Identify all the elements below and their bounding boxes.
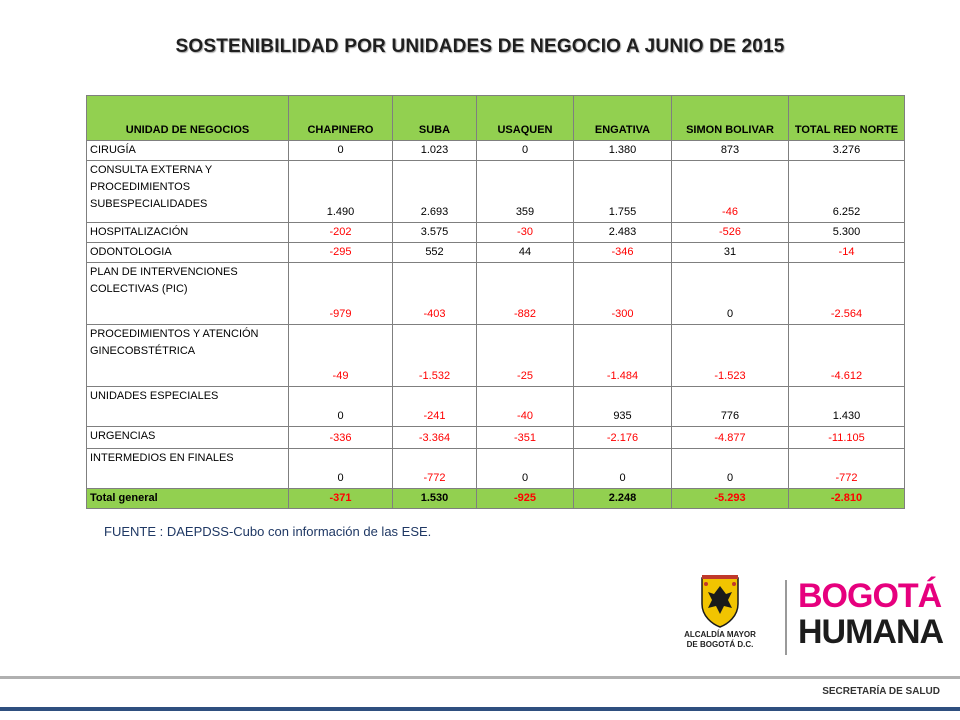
table-cell: -882: [477, 263, 574, 325]
table-cell: -46: [672, 161, 789, 223]
bogota-logo-text: BOGOTÁ: [798, 577, 942, 615]
row-label: CONSULTA EXTERNA Y PROCEDIMIENTOS SUBESPECIALIDADES: [87, 161, 289, 223]
column-header: USAQUEN: [477, 96, 574, 141]
table-cell: -241: [393, 387, 477, 427]
table-header-row: [87, 96, 905, 141]
table-row: [87, 387, 905, 427]
table-cell: 552: [393, 243, 477, 263]
table-cell: -202: [289, 223, 393, 243]
table-row: [87, 141, 905, 161]
sustainability-table: [86, 95, 905, 509]
table-cell: -1.523: [672, 325, 789, 387]
table-row: [87, 243, 905, 263]
table-cell: 3.575: [393, 223, 477, 243]
table-cell: 2.693: [393, 161, 477, 223]
table-cell: 0: [477, 141, 574, 161]
table-cell: -2.176: [574, 427, 672, 449]
alcaldia-line1: ALCALDÍA MAYOR: [684, 630, 756, 639]
column-header: SUBA: [393, 96, 477, 141]
logo-divider: [785, 580, 787, 655]
table-row: [87, 449, 905, 489]
column-header: CHAPINERO: [289, 96, 393, 141]
column-header: SIMON BOLIVAR: [672, 96, 789, 141]
table-cell: -40: [477, 387, 574, 427]
table-cell: 31: [672, 243, 789, 263]
table-cell: -5.293: [672, 489, 789, 509]
table-cell: 359: [477, 161, 574, 223]
table-cell: 2.483: [574, 223, 672, 243]
table-cell: -1.484: [574, 325, 672, 387]
table-cell: 0: [574, 449, 672, 489]
row-label: UNIDADES ESPECIALES: [87, 387, 289, 427]
row-label: URGENCIAS: [87, 427, 289, 449]
footer-label: SECRETARÍA DE SALUD: [822, 686, 940, 697]
table-cell: -925: [477, 489, 574, 509]
table-cell: -300: [574, 263, 672, 325]
row-label: INTERMEDIOS EN FINALES: [87, 449, 289, 489]
logos: [670, 570, 950, 670]
table-cell: -49: [289, 325, 393, 387]
table-cell: 0: [289, 387, 393, 427]
table-cell: 0: [672, 263, 789, 325]
table-cell: 0: [477, 449, 574, 489]
table-cell: 873: [672, 141, 789, 161]
alcaldia-label: [670, 630, 770, 650]
source-note: FUENTE : DAEPDSS-Cubo con información de las ESE.: [104, 524, 432, 539]
footer-divider: [0, 676, 960, 679]
table-cell: -14: [789, 243, 905, 263]
table-cell: 935: [574, 387, 672, 427]
table-row: [87, 223, 905, 243]
table-row: [87, 325, 905, 387]
table-cell: 1.530: [393, 489, 477, 509]
table-cell: 1.430: [789, 387, 905, 427]
table-row: [87, 161, 905, 223]
column-header: UNIDAD DE NEGOCIOS: [87, 96, 289, 141]
table-cell: -336: [289, 427, 393, 449]
table-cell: -4.612: [789, 325, 905, 387]
table-cell: 1.380: [574, 141, 672, 161]
row-label: Total general: [87, 489, 289, 509]
table-cell: -526: [672, 223, 789, 243]
table-cell: 3.276: [789, 141, 905, 161]
table-cell: -2.564: [789, 263, 905, 325]
table-cell: 0: [289, 449, 393, 489]
table-row: [87, 427, 905, 449]
table-cell: 2.248: [574, 489, 672, 509]
table-cell: -403: [393, 263, 477, 325]
table-cell: 1.490: [289, 161, 393, 223]
table-cell: 44: [477, 243, 574, 263]
table-cell: -2.810: [789, 489, 905, 509]
table-row: [87, 263, 905, 325]
table-cell: 0: [672, 449, 789, 489]
table-cell: -351: [477, 427, 574, 449]
humana-logo-text: HUMANA: [798, 613, 944, 651]
table-cell: -4.877: [672, 427, 789, 449]
table-cell: -772: [789, 449, 905, 489]
bogota-coat-of-arms-icon: [698, 574, 742, 628]
table-cell: 1.023: [393, 141, 477, 161]
row-label: PLAN DE INTERVENCIONES COLECTIVAS (PIC): [87, 263, 289, 325]
table-cell: -11.105: [789, 427, 905, 449]
table-cell: 0: [289, 141, 393, 161]
table-total-row: [87, 489, 905, 509]
column-header: ENGATIVA: [574, 96, 672, 141]
table-cell: -346: [574, 243, 672, 263]
row-label: PROCEDIMIENTOS Y ATENCIÓN GINECOBSTÉTRICA: [87, 325, 289, 387]
page-title: SOSTENIBILIDAD POR UNIDADES DE NEGOCIO A JUNIO DE 2015: [175, 36, 785, 57]
table-cell: -371: [289, 489, 393, 509]
table-cell: -772: [393, 449, 477, 489]
row-label: HOSPITALIZACIÓN: [87, 223, 289, 243]
footer-bar: [0, 707, 960, 711]
table-cell: -30: [477, 223, 574, 243]
table-cell: -979: [289, 263, 393, 325]
table-cell: -25: [477, 325, 574, 387]
alcaldia-line2: DE BOGOTÁ D.C.: [686, 640, 754, 649]
table-cell: -295: [289, 243, 393, 263]
row-label: CIRUGÍA: [87, 141, 289, 161]
table-cell: 1.755: [574, 161, 672, 223]
table-cell: -3.364: [393, 427, 477, 449]
table-cell: 5.300: [789, 223, 905, 243]
table-cell: 776: [672, 387, 789, 427]
table-cell: -1.532: [393, 325, 477, 387]
table-cell: 6.252: [789, 161, 905, 223]
row-label: ODONTOLOGIA: [87, 243, 289, 263]
column-header: TOTAL RED NORTE: [789, 96, 905, 141]
